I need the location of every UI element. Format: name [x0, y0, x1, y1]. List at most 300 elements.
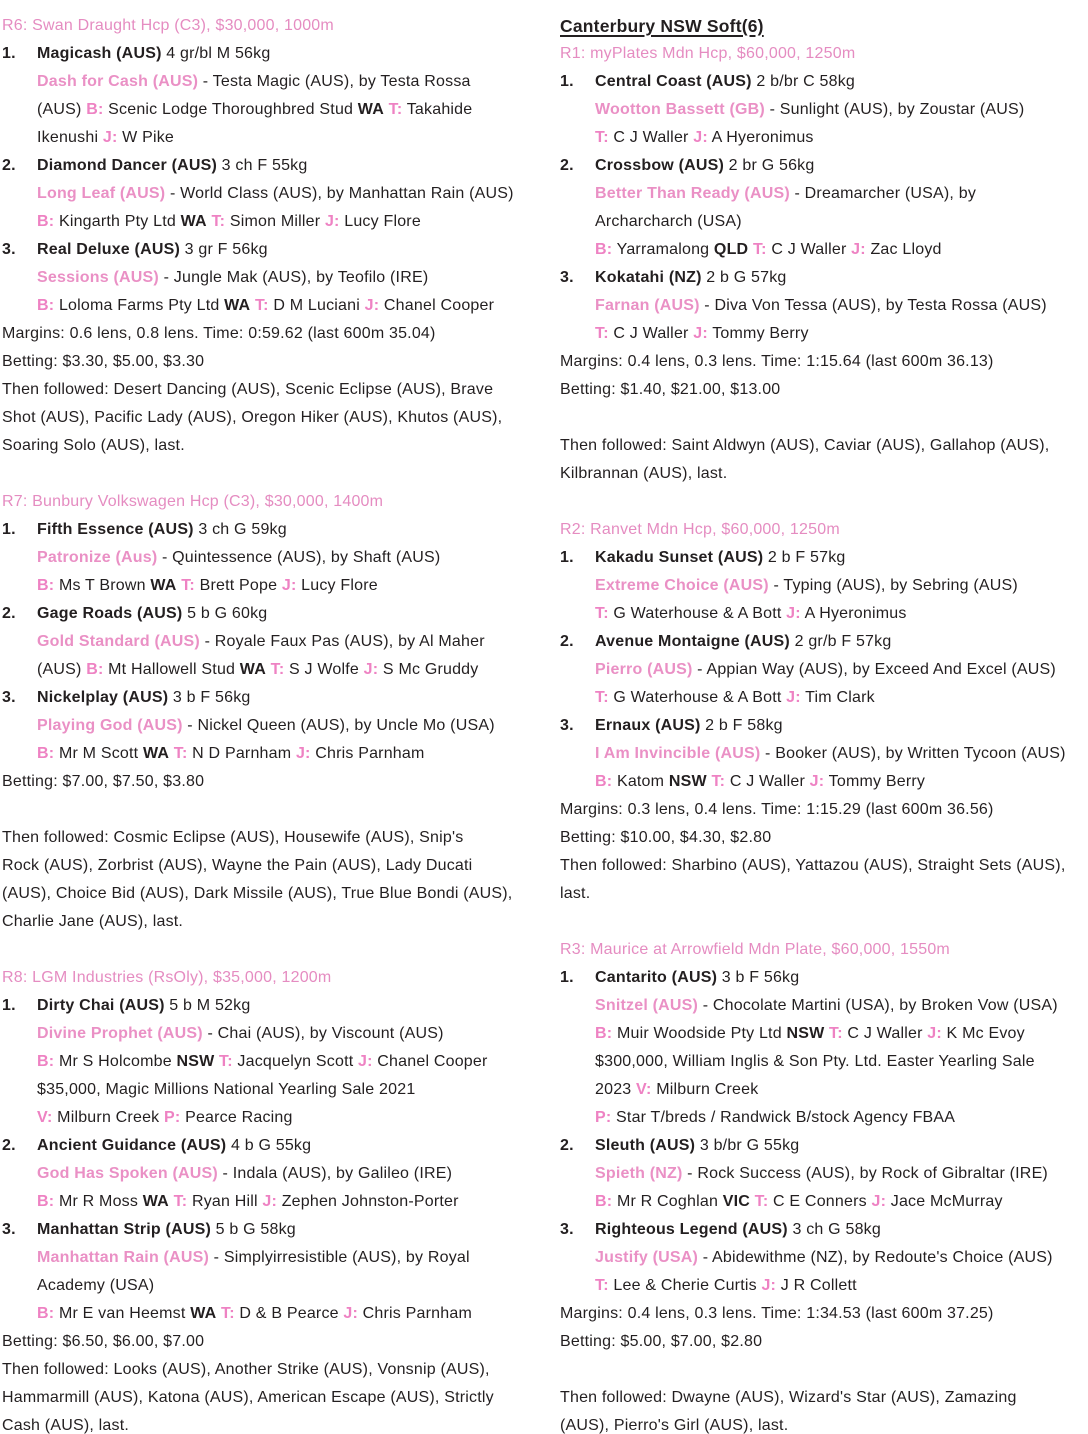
field-label-text: B:: [595, 241, 613, 258]
sire-name-text: Dash for Cash (AUS): [37, 73, 199, 90]
body-text: 2 br G 56kg: [724, 157, 815, 174]
body-text: Then followed: Desert Dancing (AUS), Scenic Eclipse (AUS), Brave: [2, 381, 494, 398]
body-text: Betting: $3.30, $5.00, $3.30: [2, 353, 205, 370]
runner-detail-line: [2, 1076, 532, 1104]
result-text-line: [2, 1356, 532, 1384]
runner-number: 3.: [560, 717, 574, 734]
body-text: Canterbury NSW Soft(6): [560, 16, 764, 36]
body-text: G Waterhouse & A Bott: [608, 689, 787, 706]
runner-detail-line: [2, 712, 532, 740]
runner-entry-line: [560, 964, 1088, 992]
body-text: - Appian Way (AUS), by Exceed And Excel (AUS): [692, 661, 1056, 678]
field-label-text: T:: [254, 297, 269, 314]
result-text-line: [2, 824, 532, 852]
bold-text: Ancient Guidance (AUS): [37, 1137, 227, 1154]
runner-detail-line: [2, 1160, 532, 1188]
body-text: C J Waller: [725, 773, 810, 790]
bold-text: Ernaux (AUS): [595, 717, 701, 734]
runner-detail-line: [2, 1104, 532, 1132]
body-text: Ikenushi: [37, 129, 103, 146]
body-text: 2 gr/b F 57kg: [789, 633, 892, 650]
body-text: 4 gr/bl M 56kg: [161, 45, 271, 62]
field-label-text: V:: [37, 1109, 53, 1126]
field-label-text: T:: [173, 1193, 188, 1210]
body-text: Loloma Farms Pty Ltd: [54, 297, 225, 314]
body-text: 3 gr F 56kg: [180, 241, 268, 258]
bold-text: Manhattan Strip (AUS): [37, 1221, 211, 1238]
runner-number: 1.: [2, 45, 16, 62]
runner-number: 1.: [560, 549, 574, 566]
field-label-text: V:: [636, 1081, 652, 1098]
result-text-line: [2, 768, 532, 796]
field-label-text: J:: [262, 1193, 278, 1210]
body-text: - Jungle Mak (AUS), by Teofilo (IRE): [158, 269, 429, 286]
field-label-text: B:: [37, 745, 55, 762]
runner-detail-line: [560, 180, 1088, 208]
field-label-text: T:: [221, 1305, 235, 1322]
body-text: Tommy Berry: [707, 325, 809, 342]
bold-text: Dirty Chai (AUS): [37, 997, 165, 1014]
body-text: - Booker (AUS), by Written Tycoon (AUS): [760, 745, 1066, 762]
body-text: Margins: 0.4 lens, 0.3 lens. Time: 1:15.64 (last 600m 36.13): [560, 353, 994, 370]
field-label-text: T:: [595, 129, 609, 146]
body-text: Hammarmill (AUS), Katona (AUS), American Escape (AUS), Strictly: [2, 1389, 494, 1406]
result-text-line: [2, 1412, 532, 1434]
field-label-text: J:: [851, 241, 866, 258]
runner-entry-line: [2, 1132, 532, 1160]
body-text: R1: myPlates Mdn Hcp, $60,000, 1250m: [560, 45, 856, 62]
body-text: Ms T Brown: [54, 577, 151, 594]
body-text: Betting: $7.00, $7.50, $3.80: [2, 773, 205, 790]
runner-detail-line: [2, 1188, 532, 1216]
field-label-text: J:: [363, 661, 379, 678]
body-text: G Waterhouse & A Bott: [608, 605, 787, 622]
body-text: 5 b G 60kg: [182, 605, 268, 622]
body-text: D & B Pearce: [234, 1305, 344, 1322]
result-text-line: [2, 348, 532, 376]
track-header-line: [560, 12, 1088, 40]
body-text: 3 b F 56kg: [717, 969, 800, 986]
race-header-line: [560, 40, 1088, 68]
field-label-text: B:: [595, 773, 613, 790]
sire-name-text: Manhattan Rain (AUS): [37, 1249, 209, 1266]
field-label-text: T:: [595, 605, 609, 622]
runner-entry-line: [2, 992, 532, 1020]
runner-detail-line: [2, 180, 532, 208]
race-header-line: [560, 936, 1088, 964]
body-text: - Typing (AUS), by Sebring (AUS): [768, 577, 1018, 594]
sire-name-text: Snitzel (AUS): [595, 997, 699, 1014]
result-text-line: [560, 1384, 1088, 1412]
bold-text: Nickelplay (AUS): [37, 689, 169, 706]
result-text-line: [2, 1328, 532, 1356]
runner-detail-line: [560, 292, 1088, 320]
body-text: $300,000, William Inglis & Son Pty. Ltd. Easter Yearling Sale: [595, 1053, 1035, 1070]
runner-number: 2.: [2, 1137, 16, 1154]
bold-text: Fifth Essence (AUS): [37, 521, 194, 538]
runner-entry-line: [560, 712, 1088, 740]
body-text: Tim Clark: [800, 689, 875, 706]
result-text-line: [2, 432, 532, 460]
bold-text: WA: [239, 661, 266, 678]
bold-text: Kokatahi (NZ): [595, 269, 702, 286]
body-text: - Indala (AUS), by Galileo (IRE): [217, 1165, 453, 1182]
result-text-line: [2, 852, 532, 880]
bold-text: Avenue Montaigne (AUS): [595, 633, 790, 650]
body-text: - Simplyirresistible (AUS), by Royal: [209, 1249, 470, 1266]
runner-detail-line: [2, 656, 532, 684]
field-label-text: B:: [37, 1053, 55, 1070]
body-text: K Mc Evoy: [941, 1025, 1025, 1042]
body-text: Milburn Creek: [651, 1081, 759, 1098]
sire-name-text: Spieth (NZ): [595, 1165, 683, 1182]
runner-entry-line: [2, 236, 532, 264]
field-label-text: J:: [693, 129, 708, 146]
body-text: Cash (AUS), last.: [2, 1417, 129, 1434]
field-label-text: B:: [595, 1025, 613, 1042]
sire-name-text: I Am Invincible (AUS): [595, 745, 761, 762]
sire-name-text: Pierro (AUS): [595, 661, 693, 678]
runner-number: 2.: [2, 157, 16, 174]
result-text-line: [560, 852, 1088, 880]
body-text: 4 b G 55kg: [226, 1137, 312, 1154]
runner-entry-line: [2, 40, 532, 68]
blank-line: [560, 488, 1088, 516]
blank-line: [2, 936, 532, 964]
runner-entry-line: [2, 152, 532, 180]
runner-detail-line: [2, 1244, 532, 1272]
body-text: Star T/breds / Randwick B/stock Agency FBAA: [611, 1109, 956, 1126]
body-text: R3: Maurice at Arrowfield Mdn Plate, $60,000, 1550m: [560, 941, 950, 958]
runner-detail-line: [560, 1076, 1088, 1104]
body-text: Zac Lloyd: [865, 241, 942, 258]
bold-text: NSW: [668, 773, 707, 790]
result-text-line: [560, 1300, 1088, 1328]
body-text: Shot (AUS), Pacific Lady (AUS), Oregon Hiker (AUS), Khutos (AUS),: [2, 409, 503, 426]
runner-detail-line: [560, 992, 1088, 1020]
runner-number: 1.: [2, 997, 16, 1014]
runner-number: 2.: [560, 1137, 574, 1154]
body-text: Katom: [612, 773, 669, 790]
body-text: Then followed: Dwayne (AUS), Wizard's Star (AUS), Zamazing: [560, 1389, 1017, 1406]
runner-entry-line: [560, 544, 1088, 572]
body-text: Then followed: Saint Aldwyn (AUS), Caviar (AUS), Gallahop (AUS),: [560, 437, 1050, 454]
body-text: Margins: 0.3 lens, 0.4 lens. Time: 1:15.29 (last 600m 36.56): [560, 801, 994, 818]
runner-entry-line: [560, 1216, 1088, 1244]
body-text: Zephen Johnston-Porter: [277, 1193, 459, 1210]
body-text: C J Waller: [608, 129, 694, 146]
body-text: - Chai (AUS), by Viscount (AUS): [202, 1025, 444, 1042]
bold-text: WA: [224, 297, 251, 314]
body-text: Mr R Moss: [54, 1193, 143, 1210]
body-text: S Mc Gruddy: [378, 661, 479, 678]
bold-text: WA: [180, 213, 207, 230]
body-text: 3 b/br G 55kg: [695, 1137, 800, 1154]
field-label-text: B:: [37, 297, 55, 314]
body-text: A Hyeronimus: [800, 605, 907, 622]
field-label-text: T:: [211, 213, 226, 230]
body-text: Lee & Cherie Curtis: [608, 1277, 762, 1294]
bold-text: Diamond Dancer (AUS): [37, 157, 218, 174]
body-text: R8: LGM Industries (RsOly), $35,000, 1200m: [2, 969, 332, 986]
body-text: R6: Swan Draught Hcp (C3), $30,000, 1000m: [2, 17, 334, 34]
body-text: 2 b/br C 58kg: [751, 73, 856, 90]
field-label-text: T:: [595, 325, 609, 342]
body-text: Then followed: Sharbino (AUS), Yattazou (AUS), Straight Sets (AUS),: [560, 857, 1066, 874]
runner-detail-line: [560, 208, 1088, 236]
runner-number: 3.: [2, 241, 16, 258]
runner-number: 1.: [560, 73, 574, 90]
result-text-line: [560, 796, 1088, 824]
bold-text: WA: [190, 1305, 217, 1322]
field-label-text: J:: [343, 1305, 359, 1322]
body-text: $35,000, Magic Millions National Yearling Sale 2021: [37, 1081, 416, 1098]
sire-name-text: Justify (USA): [595, 1249, 699, 1266]
body-text: (AUS), Choice Bid (AUS), Dark Missile (AUS), True Blue Bondi (AUS),: [2, 885, 513, 902]
runner-detail-line: [560, 768, 1088, 796]
field-label-text: T:: [595, 1277, 609, 1294]
result-text-line: [560, 824, 1088, 852]
body-text: Chris Parnham: [310, 745, 425, 762]
body-text: Kingarth Pty Ltd: [54, 213, 181, 230]
body-text: Charlie Jane (AUS), last.: [2, 913, 184, 930]
body-text: Tommy Berry: [824, 773, 926, 790]
body-text: - Quintessence (AUS), by Shaft (AUS): [157, 549, 441, 566]
field-label-text: J:: [295, 745, 311, 762]
runner-detail-line: [2, 628, 532, 656]
result-text-line: [2, 908, 532, 936]
body-text: Muir Woodside Pty Ltd: [612, 1025, 787, 1042]
field-label-text: J:: [871, 1193, 887, 1210]
runner-detail-line: [560, 1244, 1088, 1272]
field-label-text: T:: [754, 1193, 769, 1210]
runner-entry-line: [560, 628, 1088, 656]
runner-entry-line: [2, 600, 532, 628]
result-text-line: [560, 460, 1088, 488]
body-text: - Nickel Queen (AUS), by Uncle Mo (USA): [182, 717, 495, 734]
runner-number: 2.: [560, 633, 574, 650]
runner-detail-line: [2, 544, 532, 572]
result-text-line: [2, 376, 532, 404]
race-header-line: [2, 488, 532, 516]
body-text: Rock (AUS), Zorbrist (AUS), Wayne the Pain (AUS), Lady Ducati: [2, 857, 473, 874]
bold-text: Cantarito (AUS): [595, 969, 718, 986]
runner-entry-line: [2, 684, 532, 712]
body-text: Betting: $6.50, $6.00, $7.00: [2, 1333, 205, 1350]
result-text-line: [560, 880, 1088, 908]
body-text: Brett Pope: [194, 577, 282, 594]
bold-text: Gage Roads (AUS): [37, 605, 183, 622]
runner-detail-line: [2, 264, 532, 292]
body-text: - Testa Magic (AUS), by Testa Rossa: [198, 73, 471, 90]
bold-text: Magicash (AUS): [37, 45, 162, 62]
body-text: Academy (USA): [37, 1277, 155, 1294]
body-text: R7: Bunbury Volkswagen Hcp (C3), $30,000, 1400m: [2, 493, 384, 510]
result-text-line: [560, 376, 1088, 404]
body-text: - Abidewithme (NZ), by Redoute's Choice (AUS): [698, 1249, 1053, 1266]
result-text-line: [2, 880, 532, 908]
bold-text: Crossbow (AUS): [595, 157, 725, 174]
runner-detail-line: [560, 1160, 1088, 1188]
runner-detail-line: [560, 1272, 1088, 1300]
blank-line: [2, 460, 532, 488]
field-label-text: J:: [364, 297, 380, 314]
body-text: A Hyeronimus: [707, 129, 814, 146]
body-text: S J Wolfe: [284, 661, 364, 678]
body-text: Lucy Flore: [296, 577, 378, 594]
result-text-line: [2, 1384, 532, 1412]
body-text: - Chocolate Martini (USA), by Broken Vow (USA): [698, 997, 1058, 1014]
field-label-text: T:: [711, 773, 726, 790]
body-text: Mr S Holcombe: [54, 1053, 177, 1070]
body-text: (AUS): [37, 101, 87, 118]
runner-detail-line: [560, 656, 1088, 684]
column-right: [560, 12, 1088, 1434]
body-text: 2023: [595, 1081, 637, 1098]
body-text: (AUS): [37, 661, 87, 678]
body-text: Betting: $5.00, $7.00, $2.80: [560, 1333, 763, 1350]
body-text: - Dreamarcher (USA), by: [789, 185, 977, 202]
field-label-text: B:: [37, 1305, 55, 1322]
field-label-text: T:: [388, 101, 403, 118]
runner-detail-line: [2, 740, 532, 768]
body-text: Takahide: [402, 101, 473, 118]
body-text: Jacquelyn Scott: [232, 1053, 359, 1070]
runner-detail-line: [2, 1020, 532, 1048]
body-text: Betting: $10.00, $4.30, $2.80: [560, 829, 772, 846]
body-text: Simon Miller: [225, 213, 325, 230]
body-text: C J Waller: [608, 325, 694, 342]
body-text: Betting: $1.40, $21.00, $13.00: [560, 381, 781, 398]
runner-detail-line: [560, 124, 1088, 152]
runner-number: 3.: [560, 1221, 574, 1238]
body-text: Soaring Solo (AUS), last.: [2, 437, 185, 454]
sire-name-text: Extreme Choice (AUS): [595, 577, 769, 594]
body-text: W Pike: [117, 129, 175, 146]
body-text: Margins: 0.6 lens, 0.8 lens. Time: 0:59.62 (last 600m 35.04): [2, 325, 436, 342]
body-text: 2 b G 57kg: [701, 269, 787, 286]
sire-name-text: Patronize (Aus): [37, 549, 158, 566]
body-text: Yarramalong: [612, 241, 714, 258]
field-label-text: J:: [761, 1277, 777, 1294]
sire-name-text: Farnan (AUS): [595, 297, 700, 314]
body-text: Then followed: Cosmic Eclipse (AUS), Housewife (AUS), Snip's: [2, 829, 464, 846]
body-text: Then followed: Looks (AUS), Another Strike (AUS), Vonsnip (AUS),: [2, 1361, 490, 1378]
sire-name-text: God Has Spoken (AUS): [37, 1165, 218, 1182]
body-text: N D Parnham: [187, 745, 296, 762]
sire-name-text: Wootton Bassett (GB): [595, 101, 765, 118]
result-text-line: [560, 1412, 1088, 1434]
field-label-text: B:: [86, 661, 104, 678]
result-text-line: [560, 1328, 1088, 1356]
sire-name-text: Gold Standard (AUS): [37, 633, 200, 650]
race-header-line: [560, 516, 1088, 544]
field-label-text: T:: [219, 1053, 233, 1070]
blank-line: [560, 404, 1088, 432]
body-text: - Sunlight (AUS), by Zoustar (AUS): [764, 101, 1025, 118]
runner-entry-line: [560, 264, 1088, 292]
body-text: (AUS), Pierro's Girl (AUS), last.: [560, 1417, 789, 1434]
body-text: C J Waller: [766, 241, 852, 258]
runner-entry-line: [560, 68, 1088, 96]
body-text: 2 b F 57kg: [763, 549, 846, 566]
body-text: Mr E van Heemst: [54, 1305, 191, 1322]
blank-line: [2, 796, 532, 824]
runner-detail-line: [560, 684, 1088, 712]
bold-text: QLD: [713, 241, 749, 258]
body-text: J R Collett: [776, 1277, 857, 1294]
body-text: 5 b M 52kg: [164, 997, 251, 1014]
field-label-text: J:: [281, 577, 297, 594]
field-label-text: T:: [829, 1025, 843, 1042]
body-text: Chanel Cooper: [379, 297, 495, 314]
body-text: Scenic Lodge Thoroughbred Stud: [103, 101, 358, 118]
body-text: Lucy Flore: [339, 213, 421, 230]
result-text-line: [2, 320, 532, 348]
field-label-text: B:: [37, 577, 55, 594]
body-text: 5 b G 58kg: [210, 1221, 296, 1238]
result-text-line: [2, 404, 532, 432]
body-text: 3 b F 56kg: [168, 689, 251, 706]
body-text: - Royale Faux Pas (AUS), by Al Maher: [199, 633, 485, 650]
bold-text: WA: [142, 745, 170, 762]
body-text: Margins: 0.4 lens, 0.3 lens. Time: 1:34.53 (last 600m 37.25): [560, 1305, 994, 1322]
field-label-text: T:: [181, 577, 195, 594]
blank-line: [560, 908, 1088, 936]
body-text: Mr M Scott: [54, 745, 143, 762]
runner-number: 2.: [560, 157, 574, 174]
runner-detail-line: [2, 208, 532, 236]
column-left: [2, 12, 532, 1434]
runner-detail-line: [560, 236, 1088, 264]
body-text: Archarcharch (USA): [595, 213, 742, 230]
body-text: R2: Ranvet Mdn Hcp, $60,000, 1250m: [560, 521, 840, 538]
body-text: last.: [560, 885, 591, 902]
sire-name-text: Long Leaf (AUS): [37, 185, 166, 202]
field-label-text: T:: [752, 241, 767, 258]
bold-text: NSW: [786, 1025, 825, 1042]
race-header-line: [2, 964, 532, 992]
runner-detail-line: [2, 68, 532, 96]
runner-detail-line: [2, 1048, 532, 1076]
runner-detail-line: [2, 292, 532, 320]
bold-text: WA: [142, 1193, 169, 1210]
body-text: C E Conners: [768, 1193, 872, 1210]
sire-name-text: Better Than Ready (AUS): [595, 185, 790, 202]
field-label-text: B:: [37, 1193, 55, 1210]
body-text: Mr R Coghlan: [612, 1193, 723, 1210]
runner-number: 3.: [560, 269, 574, 286]
runner-number: 3.: [2, 1221, 16, 1238]
runner-detail-line: [2, 1300, 532, 1328]
runner-detail-line: [560, 1188, 1088, 1216]
bold-text: Kakadu Sunset (AUS): [595, 549, 764, 566]
body-text: Kilbrannan (AUS), last.: [560, 465, 728, 482]
body-text: 3 ch G 59kg: [193, 521, 287, 538]
runner-number: 2.: [2, 605, 16, 622]
field-label-text: J:: [693, 325, 708, 342]
runner-entry-line: [2, 516, 532, 544]
body-text: - Diva Von Tessa (AUS), by Testa Rossa (AUS): [699, 297, 1047, 314]
runner-detail-line: [560, 1104, 1088, 1132]
field-label-text: B:: [86, 101, 104, 118]
field-label-text: P:: [595, 1109, 612, 1126]
body-text: 3 ch F 55kg: [217, 157, 308, 174]
field-label-text: P:: [164, 1109, 181, 1126]
bold-text: Central Coast (AUS): [595, 73, 752, 90]
race-header-line: [2, 12, 532, 40]
runner-entry-line: [560, 152, 1088, 180]
